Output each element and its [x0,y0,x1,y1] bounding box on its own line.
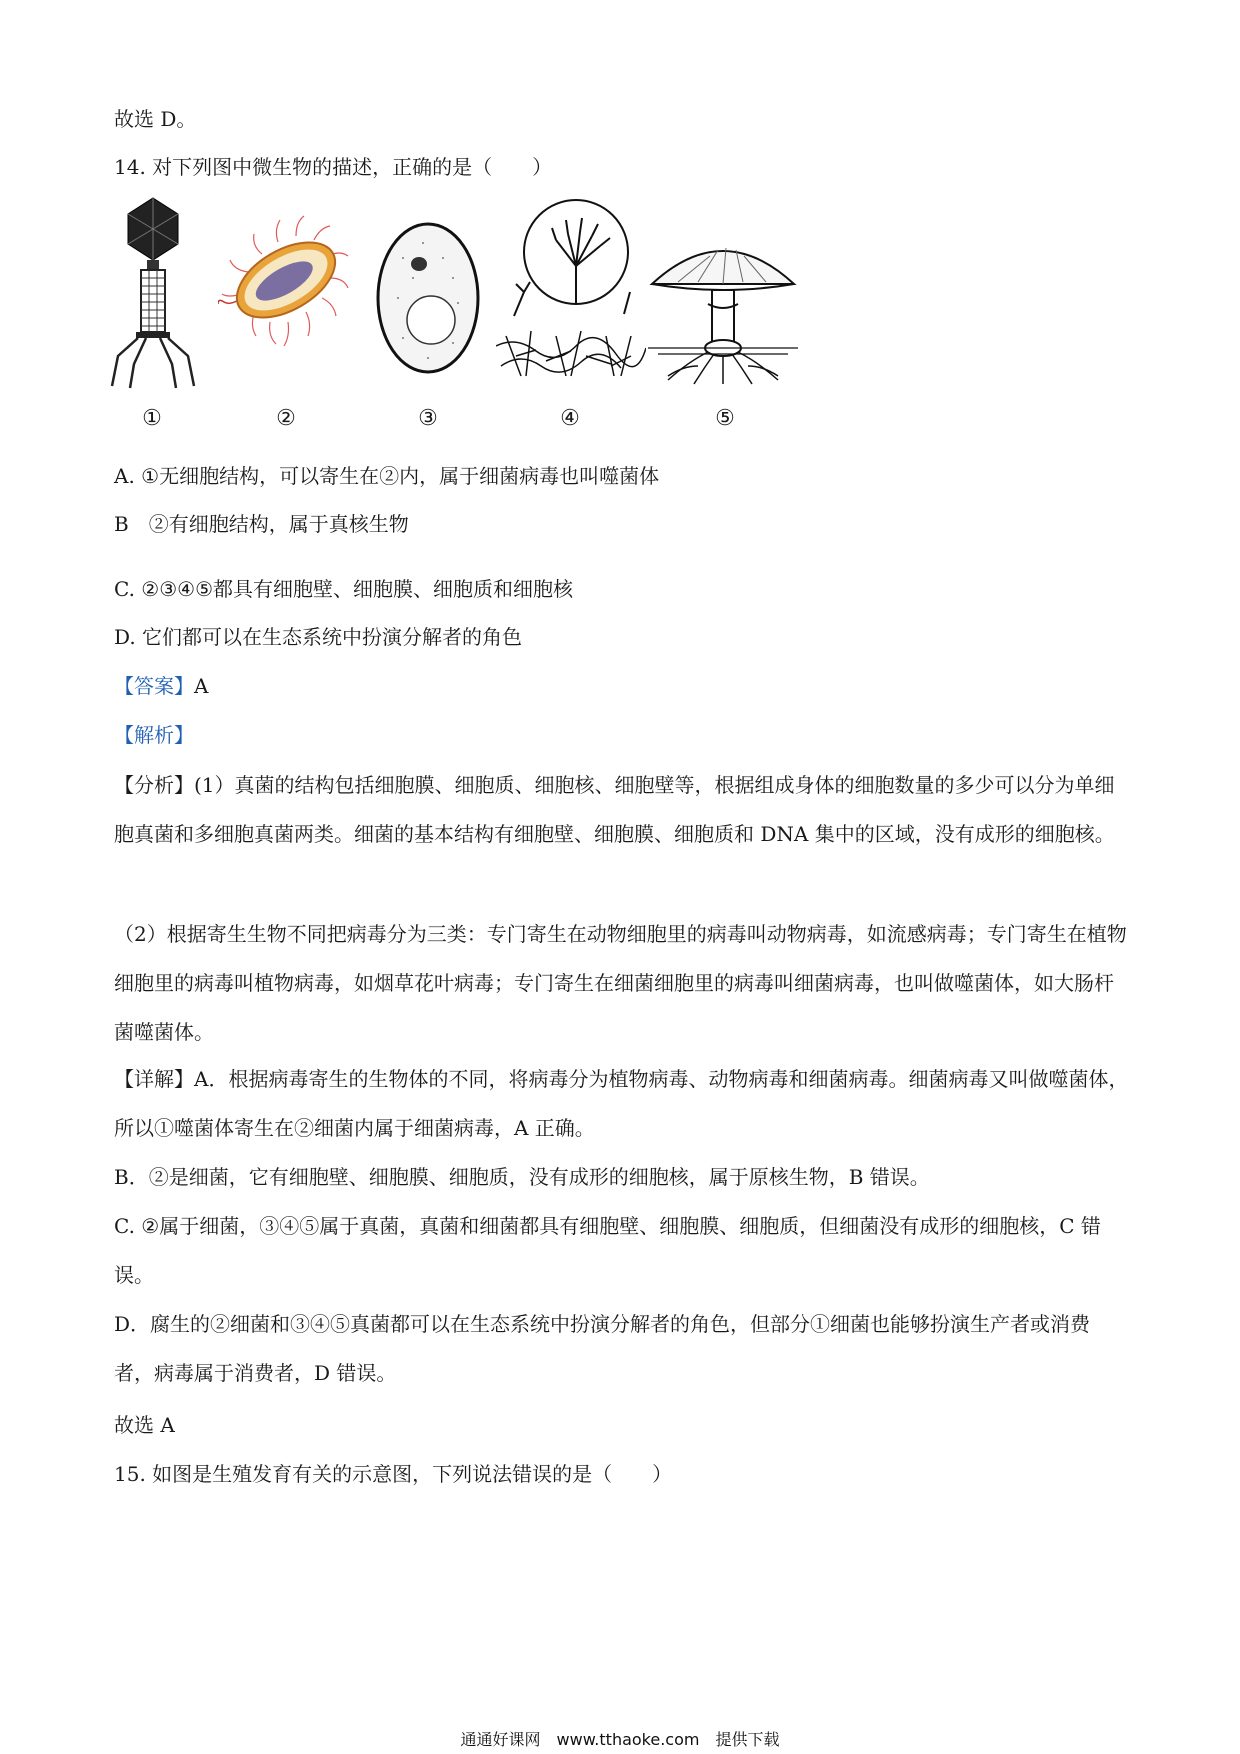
caption-4: ④ [560,406,580,431]
caption-2: ② [276,406,296,431]
question-15-stem: 15. 如图是生殖发育有关的示意图，下列说法错误的是（ ） [114,1462,673,1486]
mushroom-icon [648,236,798,386]
yeast-cell-icon [373,218,483,378]
analysis-paragraph-2: （2）根据寄生生物不同把病毒分为三类：专门寄生在动物细胞里的病毒叫动物病毒，如流感病毒；专门寄生在植物细胞里的病毒叫植物病毒，如烟草花叶病毒；专门寄生在细菌细胞里的病毒叫细菌病毒，也叫做噬菌体，如大肠杆菌噬菌体。 [114,922,1127,1044]
final-answer: 故选 A [114,1413,175,1437]
mold-icon [496,196,646,386]
analysis-paragraph-1: 【分析】(1）真菌的结构包括细胞膜、细胞质、细胞核、细胞壁等，根据组成身体的细胞数量的多少可以分为单细胞真菌和多细胞真菌两类。细菌的基本结构有细胞壁、细胞膜、细胞质和 DNA 集中的区域，没有成形的细胞核。 [114,773,1115,846]
detail-a: 【详解】A．根据病毒寄生的生物体的不同，将病毒分为植物病毒、动物病毒和细菌病毒。细菌病毒又叫做噬菌体，所以①噬菌体寄生在②细菌内属于细菌病毒，A 正确。 [114,1067,1129,1140]
bacterium-icon [218,214,353,364]
microorganism-figures [108,196,888,436]
option-a: A. ①无细胞结构，可以寄生在②内，属于细菌病毒也叫噬菌体 [114,464,660,488]
option-c: C. ②③④⑤都具有细胞壁、细胞膜、细胞质和细胞核 [114,577,574,601]
detail-d: D．腐生的②细菌和③④⑤真菌都可以在生态系统中扮演分解者的角色，但部分①细菌也能够扮演生产者或消费者，病毒属于消费者，D 错误。 [114,1312,1091,1385]
detail-b: B．②是细菌，它有细胞壁、细胞膜、细胞质，没有成形的细胞核，属于原核生物，B 错误。 [114,1165,930,1189]
caption-1: ① [142,406,162,431]
answer-value: A [194,674,209,698]
answer-line [114,671,208,701]
footer: 通通好课网 www.tthaoke.com 提供下载 [460,1730,780,1749]
caption-3: ③ [418,406,438,431]
question-14-stem: 14. 对下列图中微生物的描述，正确的是（ ） [114,155,553,179]
option-b: B ②有细胞结构，属于真核生物 [114,512,409,536]
answer-tag: 【答案】 [114,674,194,698]
bacteriophage-icon [108,196,198,396]
caption-5: ⑤ [715,406,735,431]
option-d: D. 它们都可以在生态系统中扮演分解者的角色 [114,625,523,649]
analysis-tag: 【解析】 [114,723,194,747]
detail-c: C. ②属于细菌，③④⑤属于真菌，真菌和细菌都具有细胞壁、细胞膜、细胞质，但细菌没有成形的细胞核，C 错误。 [114,1214,1101,1287]
previous-answer: 故选 D。 [114,107,197,131]
